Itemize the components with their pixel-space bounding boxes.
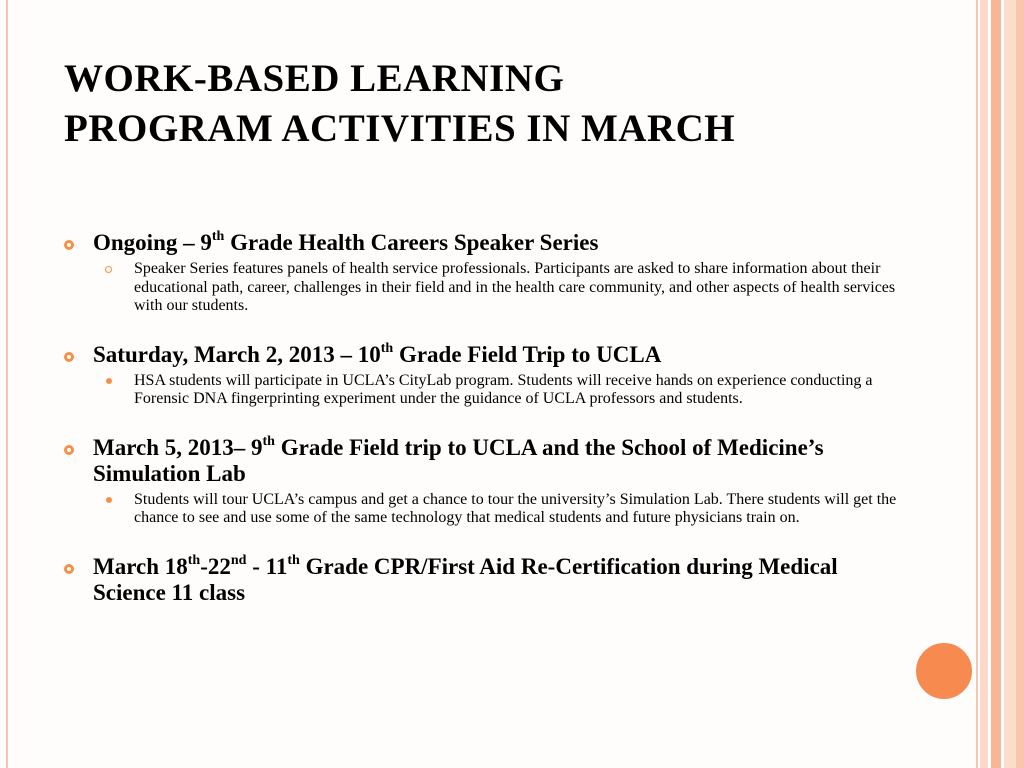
list-item xyxy=(62,230,902,316)
decorative-stripe xyxy=(1016,0,1024,768)
heading-text: Grade CPR/First Aid Re-Certification during Medical Science 11 class xyxy=(93,553,838,605)
heading-text: Grade Health Careers Speaker Series xyxy=(224,230,599,255)
slide-title xyxy=(64,54,924,154)
heading-text: March 18 xyxy=(93,553,188,579)
list-item xyxy=(62,435,902,528)
list-item xyxy=(62,342,902,409)
heading-text: March 5, 2013– 9 xyxy=(93,434,263,460)
decorative-circle xyxy=(913,640,975,702)
heading-superscript: nd xyxy=(230,552,247,568)
bullet-list xyxy=(62,230,902,606)
bullet-icon xyxy=(64,352,74,362)
dot-bullet-icon xyxy=(106,497,112,503)
title-line-1: WORK-BASED LEARNING xyxy=(64,57,565,100)
decorative-stripe xyxy=(991,0,1001,768)
decorative-stripe xyxy=(1004,0,1016,768)
bullet-icon xyxy=(64,564,74,574)
sub-item-text: Speaker Series features panels of health service professionals. Participants are asked to share information about their educational path, career, challenges in their field and in the health care community, and other aspects of health services with our students. xyxy=(134,260,896,314)
heading-text: Grade Field trip to UCLA and the School of Medicine’s Simulation Lab xyxy=(93,434,824,486)
heading-text: Grade Field Trip to UCLA xyxy=(393,341,662,367)
heading-superscript: th xyxy=(262,433,275,449)
heading-text: -22 xyxy=(200,553,231,579)
bullet-icon xyxy=(64,445,74,455)
list-item xyxy=(62,554,902,606)
title-line-2: PROGRAM ACTIVITIES IN MARCH xyxy=(64,107,736,150)
dot-bullet-icon xyxy=(106,378,112,384)
bullet-icon xyxy=(64,240,74,250)
sub-item xyxy=(93,372,902,409)
heading-superscript: th xyxy=(187,552,201,568)
sub-item-text: HSA students will participate in UCLA’s CityLab program. Students will receive hands on experience conducting a Forensic DNA fingerprinting experiment under the guidance of UCLA professors and students. xyxy=(134,371,873,407)
heading-superscript: th xyxy=(287,552,300,568)
item-heading xyxy=(93,435,902,487)
item-heading xyxy=(93,230,902,256)
sub-item-text: Students will tour UCLA’s campus and get a chance to tour the university’s Simulation Lab. There students will get the chance to see and use some of the same technology that medical students and future physicians train on. xyxy=(134,490,897,526)
heading-superscript: th xyxy=(211,229,225,245)
item-heading xyxy=(93,342,902,368)
decorative-stripe xyxy=(980,0,988,768)
heading-text: - 11 xyxy=(246,553,288,579)
sub-item xyxy=(93,260,902,316)
hollow-circle-bullet-icon xyxy=(105,266,112,273)
heading-text: Ongoing – 9 xyxy=(93,230,212,255)
heading-superscript: th xyxy=(380,340,394,356)
item-heading xyxy=(93,554,902,606)
heading-text: Saturday, March 2, 2013 – 10 xyxy=(93,341,381,367)
sub-item xyxy=(93,491,902,528)
